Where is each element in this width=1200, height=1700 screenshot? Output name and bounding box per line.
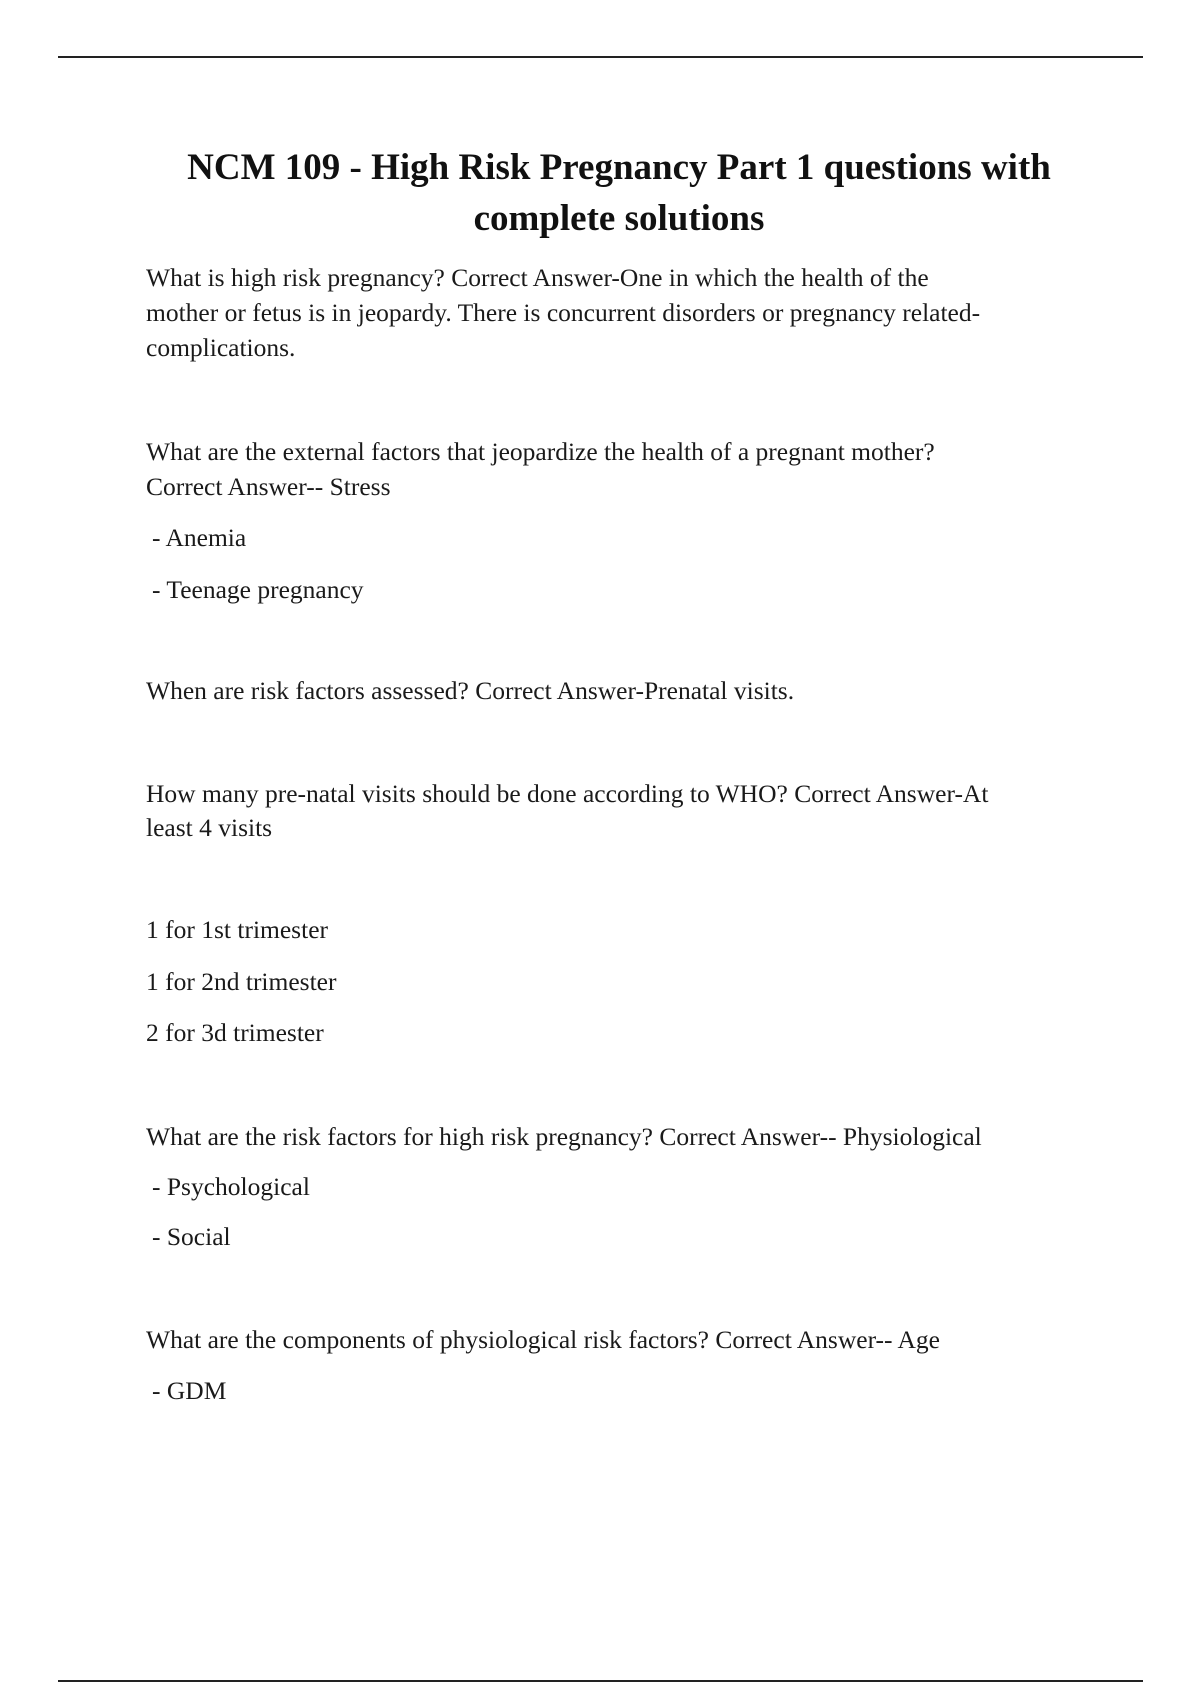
top-rule (58, 56, 1143, 58)
q6-line-1: What are the components of physiological risk factors? Correct Answer-- Age (146, 1325, 940, 1354)
q5-bullet-social: - Social (152, 1222, 231, 1251)
q4-line-1: How many pre-natal visits should be done according to WHO? Correct Answer-At (146, 779, 989, 808)
q6-bullet-gdm: - GDM (152, 1376, 227, 1405)
q1-line-3: complications. (146, 333, 296, 362)
q1-line-2: mother or fetus is in jeopardy. There is concurrent disorders or pregnancy related- (146, 298, 981, 327)
q5-line-1: What are the risk factors for high risk pregnancy? Correct Answer-- Physiological (146, 1122, 982, 1151)
document-title: NCM 109 - High Risk Pregnancy Part 1 questions with complete solutions (187, 147, 1051, 239)
q2-line-2: Correct Answer-- Stress (146, 472, 391, 501)
q3-line-1: When are risk factors assessed? Correct Answer-Prenatal visits. (146, 676, 795, 705)
q2-bullet-teenage-pregnancy: - Teenage pregnancy (152, 575, 364, 604)
q2-bullet-anemia: - Anemia (152, 523, 247, 552)
q4-item-2nd-trimester: 1 for 2nd trimester (146, 967, 337, 996)
q4-item-3d-trimester: 2 for 3d trimester (146, 1018, 324, 1047)
q2-line-1: What are the external factors that jeopardize the health of a pregnant mother? (146, 437, 935, 466)
q4-line-2: least 4 visits (146, 813, 273, 842)
bottom-rule (58, 1680, 1143, 1682)
q1-line-1: What is high risk pregnancy? Correct Answer-One in which the health of the (146, 263, 929, 292)
q4-item-1st-trimester: 1 for 1st trimester (146, 915, 328, 944)
q5-bullet-psychological: - Psychological (152, 1172, 310, 1201)
